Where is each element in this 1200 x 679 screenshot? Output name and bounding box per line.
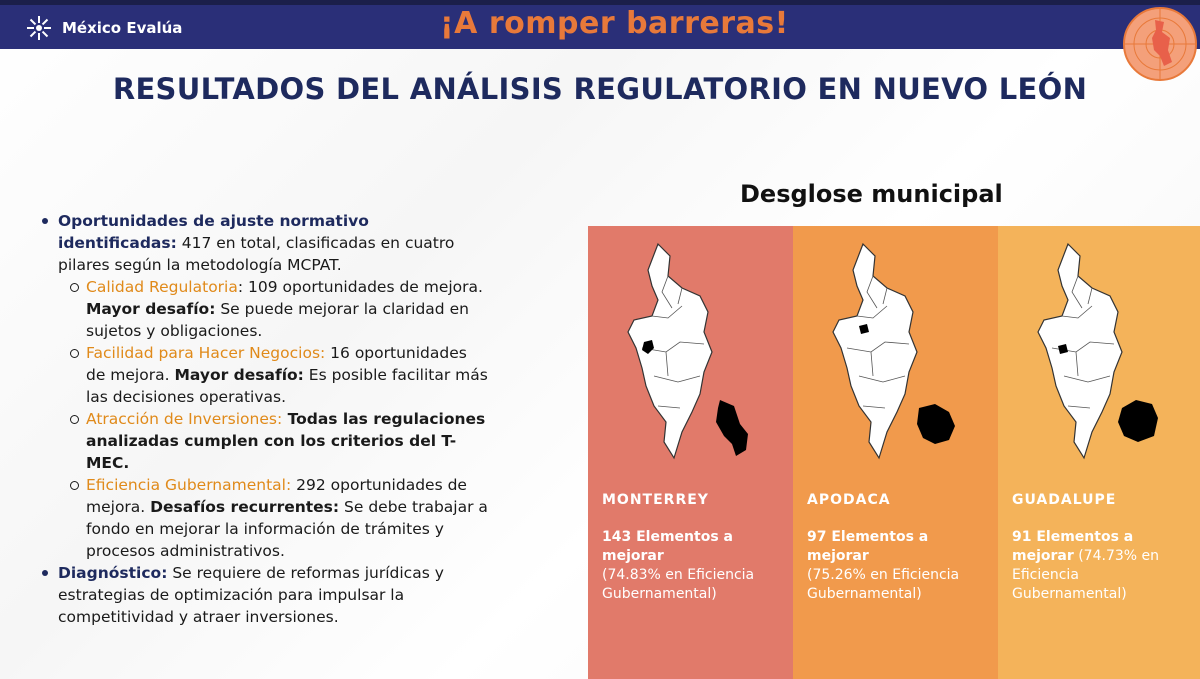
pillar-heading: Eficiencia Gubernamental: <box>86 476 292 494</box>
elements-count: 143 Elementos a mejorar <box>602 529 733 564</box>
municipality-description <box>1012 528 1192 604</box>
page-title: RESULTADOS DEL ANÁLISIS REGULATORIO EN NUEVO LEÓN <box>112 72 1088 106</box>
pillar-heading: Atracción de Inversiones: <box>86 410 283 428</box>
efficiency-detail: (74.73% en Eficiencia Gubernamental) <box>1012 548 1159 602</box>
list-item <box>38 562 488 628</box>
bullet-text: 417 en total, clasificadas en cuatro pilares según la metodología MCPAT. <box>58 234 455 274</box>
pillar-bold: Mayor desafío: <box>174 366 304 384</box>
bullet-heading: Oportunidades de ajuste normativo identificadas: <box>58 212 369 252</box>
pillar-heading: Calidad Regulatoria <box>86 278 238 296</box>
elements-count: 91 Elementos a mejorar <box>1012 529 1134 564</box>
pillar-bold: Mayor desafío: <box>86 300 216 318</box>
elements-count: 97 Elementos a mejorar <box>807 529 929 564</box>
brand-name: México Evalúa <box>62 19 183 37</box>
municipality-name: APODACA <box>807 492 891 508</box>
list-item <box>38 210 488 276</box>
desglose-title: Desglose municipal <box>740 180 1003 208</box>
sub-list-item <box>38 474 488 562</box>
brand-logo <box>26 14 182 42</box>
bullet-heading: Diagnóstico: <box>58 564 168 582</box>
mexico-evalua-logo-icon <box>26 15 52 41</box>
pillar-bold: Desafíos recurrentes: <box>150 498 340 516</box>
sub-list-item <box>38 276 488 342</box>
pillar-bold: Todas las regulaciones analizadas cumplen con los criterios del T-MEC. <box>86 410 486 472</box>
nuevo-leon-map-icon <box>813 236 968 466</box>
sub-list-item <box>38 342 488 408</box>
municipality-panel-apodaca <box>793 226 998 679</box>
pillar-text: Se puede mejorar la claridad en sujetos y obligaciones. <box>86 300 469 340</box>
municipality-description <box>807 528 987 604</box>
pillar-text: Es posible facilitar más las decisiones operativas. <box>86 366 488 406</box>
nuevo-leon-map-icon <box>608 236 763 466</box>
nuevo-leon-emblem-icon <box>1122 6 1198 82</box>
bullet-text: Se requiere de reformas jurídicas y estrategias de optimización para impulsar la competitividad y atraer inversiones. <box>58 564 444 626</box>
efficiency-detail: (75.26% en Eficiencia Gubernamental) <box>807 567 960 602</box>
pillar-heading: Facilidad para Hacer Negocios: <box>86 344 326 362</box>
nuevo-leon-map-icon <box>1018 236 1173 466</box>
pillar-text: 16 oportunidades de mejora. <box>86 344 467 384</box>
tagline: ¡A romper barreras! <box>440 6 789 41</box>
municipality-description <box>602 528 782 604</box>
municipality-name: GUADALUPE <box>1012 492 1117 508</box>
municipality-panel-monterrey <box>588 226 793 679</box>
pillar-text: : 109 oportunidades de mejora. <box>237 278 483 296</box>
sub-list-item <box>38 408 488 474</box>
municipality-name: MONTERREY <box>602 492 709 508</box>
pillar-text: Se debe trabajar a fondo en mejorar la información de trámites y procesos administrativos. <box>86 498 488 560</box>
pillar-text: 292 oportunidades de mejora. <box>86 476 467 516</box>
findings-list <box>38 210 488 628</box>
municipality-panel-guadalupe <box>998 226 1200 679</box>
efficiency-detail: (74.83% en Eficiencia Gubernamental) <box>602 567 755 602</box>
